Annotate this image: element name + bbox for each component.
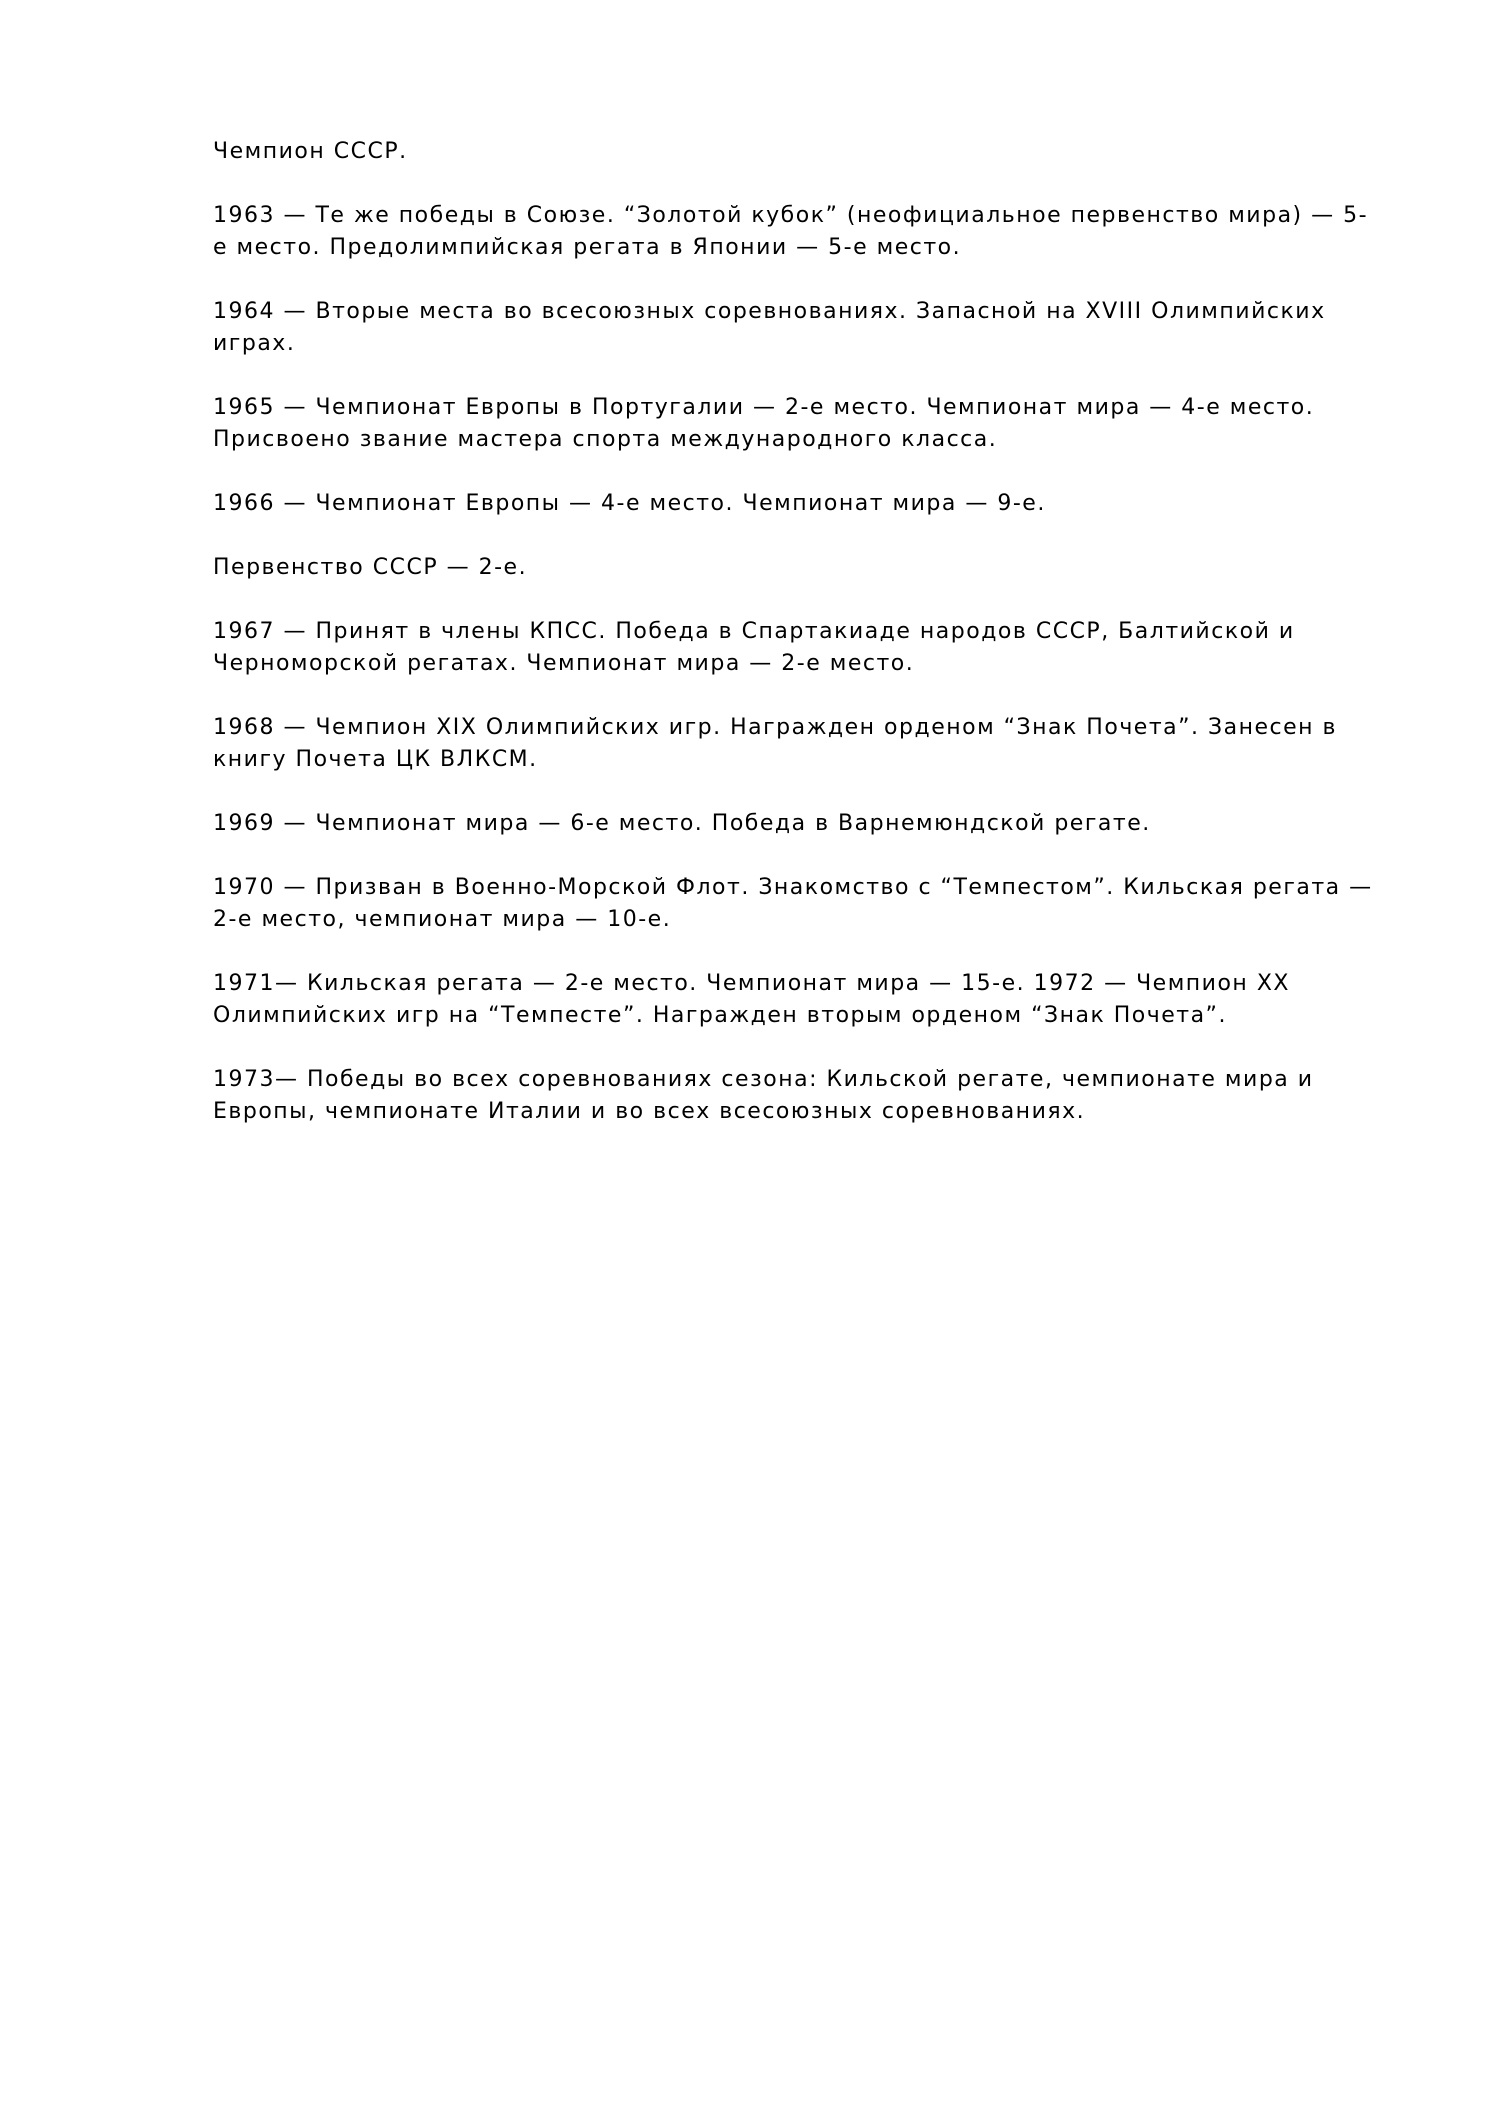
text-line: 1970 — Призван в Военно-Морской Флот. Знакомство с “Темпестом”. Кильская регата — — [213, 875, 1373, 900]
text-line: 2-е место, чемпионат мира — 10-е. — [213, 907, 672, 932]
text-line: 1971— Кильская регата — 2-е место. Чемпионат мира — 15-е. 1972 — Чемпион XX — [213, 971, 1290, 996]
text-line: 1969 — Чемпионат мира — 6-е место. Победа в Варнемюндской регате. — [213, 811, 1151, 836]
text-line: 1964 — Вторые места во всесоюзных соревнованиях. Запасной на XVIII Олимпийских — [213, 299, 1326, 324]
text-line: книгу Почета ЦК ВЛКСМ. — [213, 747, 538, 772]
paragraph-year-1968 — [213, 712, 1409, 776]
paragraph-year-1971-1972 — [213, 968, 1409, 1032]
text-line: е место. Предолимпийская регата в Японии — 5-е место. — [213, 235, 962, 260]
text-line: 1963 — Те же победы в Союзе. “Золотой кубок” (неофициальное первенство мира) — 5- — [213, 203, 1369, 228]
paragraph-year-1965 — [213, 392, 1409, 456]
text-line: Европы, чемпионате Италии и во всех всесоюзных соревнованиях. — [213, 1099, 1086, 1124]
paragraph-year-1970 — [213, 872, 1409, 936]
paragraph-year-1963 — [213, 200, 1409, 264]
text-line: 1966 — Чемпионат Европы — 4-е место. Чемпионат мира — 9-е. — [213, 491, 1046, 516]
text-line: Олимпийских игр на “Темпесте”. Награжден вторым орденом “Знак Почета”. — [213, 1003, 1227, 1028]
paragraph-year-1973 — [213, 1064, 1409, 1128]
text-line: 1965 — Чемпионат Европы в Португалии — 2-е место. Чемпионат мира — 4-е место. — [213, 395, 1315, 420]
paragraph-pervenstvo-ussr — [213, 552, 1409, 584]
paragraph-year-1964 — [213, 296, 1409, 360]
text-line: Присвоено звание мастера спорта международного класса. — [213, 427, 998, 452]
text-line: 1967 — Принят в члены КПСС. Победа в Спартакиаде народов СССР, Балтийской и — [213, 619, 1295, 644]
paragraph-champion-ussr — [213, 136, 1409, 168]
paragraph-year-1967 — [213, 616, 1409, 680]
text-line: Первенство СССР — 2-е. — [213, 555, 528, 580]
text-line: 1973— Победы во всех соревнованиях сезона: Кильской регате, чемпионате мира и — [213, 1067, 1314, 1092]
text-line: Черноморской регатах. Чемпионат мира — 2-е место. — [213, 651, 915, 676]
text-line: Чемпион СССР. — [213, 139, 408, 164]
paragraph-year-1966 — [213, 488, 1409, 520]
text-line: играх. — [213, 331, 296, 356]
text-line: 1968 — Чемпион XIX Олимпийских игр. Награжден орденом “Знак Почета”. Занесен в — [213, 715, 1338, 740]
document-body — [213, 136, 1409, 1160]
paragraph-year-1969 — [213, 808, 1409, 840]
